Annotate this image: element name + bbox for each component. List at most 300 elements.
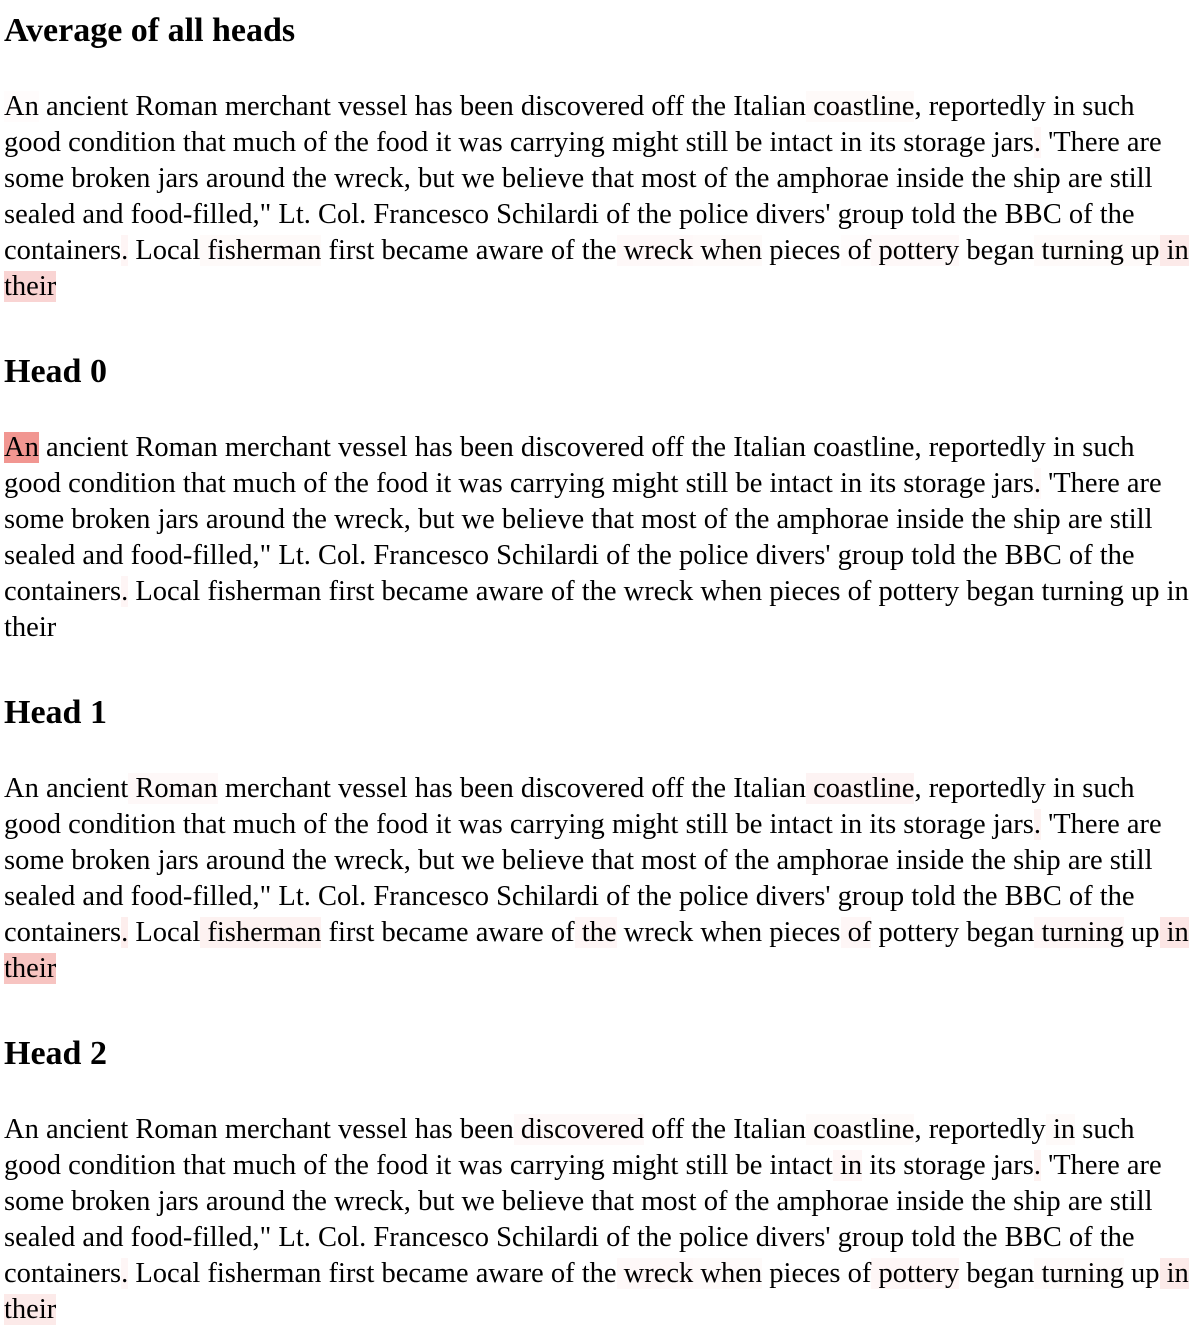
token: reportedly xyxy=(921,432,1046,463)
token: 'There xyxy=(1041,809,1120,840)
token: Italian xyxy=(726,773,807,804)
token: good xyxy=(4,127,61,158)
token: has xyxy=(407,1114,453,1145)
token: Local xyxy=(128,235,201,266)
token: coastline xyxy=(806,432,915,463)
token: intact xyxy=(762,127,833,158)
section-title: Average of all heads xyxy=(4,12,296,49)
token: sealed xyxy=(4,881,76,912)
token: around xyxy=(198,845,285,876)
token: pieces xyxy=(762,1258,841,1289)
token: we xyxy=(454,163,495,194)
token: amphorae xyxy=(769,163,889,194)
token: wreck xyxy=(616,235,694,266)
token: fisherman xyxy=(200,917,322,948)
token: inside xyxy=(888,504,965,535)
token: pieces xyxy=(762,235,841,266)
token: ," xyxy=(252,199,272,230)
section-head-0 xyxy=(4,341,1194,682)
token: the xyxy=(326,1150,369,1181)
token: turning xyxy=(1034,576,1124,607)
token: might xyxy=(604,1150,679,1181)
token: Roman xyxy=(128,432,218,463)
token: of xyxy=(598,540,630,571)
token: , xyxy=(914,1114,922,1145)
token: the xyxy=(1092,881,1135,912)
token: of xyxy=(296,127,327,158)
token: when xyxy=(693,1258,763,1289)
token: An xyxy=(4,91,39,122)
token: Italian xyxy=(726,91,807,122)
token: food xyxy=(368,127,429,158)
token: ancient xyxy=(38,91,129,122)
token: condition xyxy=(61,127,176,158)
token: might xyxy=(604,809,679,840)
token: such xyxy=(1075,432,1135,463)
token: . xyxy=(1033,1150,1042,1181)
token: when xyxy=(693,917,763,948)
token-paragraph xyxy=(4,430,1194,646)
token: Lt xyxy=(271,881,304,912)
token: has xyxy=(407,773,453,804)
token: the xyxy=(629,881,672,912)
token: became xyxy=(374,576,469,607)
token: their xyxy=(4,271,57,302)
token: in xyxy=(1045,773,1076,804)
token: ancient xyxy=(38,432,129,463)
token: been xyxy=(452,91,514,122)
token: the xyxy=(684,432,727,463)
token: jars xyxy=(150,504,199,535)
token: merchant xyxy=(217,773,331,804)
token: the xyxy=(629,540,672,571)
token: the xyxy=(727,1186,770,1217)
token: much xyxy=(225,1150,297,1181)
token: police xyxy=(671,881,749,912)
token: . xyxy=(359,199,367,230)
token: divers' xyxy=(748,540,831,571)
token: pieces xyxy=(762,917,841,948)
token: been xyxy=(452,432,514,463)
token: . xyxy=(359,881,367,912)
token: the xyxy=(326,809,369,840)
token: food-filled xyxy=(123,540,253,571)
token: around xyxy=(198,504,285,535)
token: intact xyxy=(762,1150,833,1181)
token: wreck xyxy=(326,504,404,535)
token: Col xyxy=(310,1222,360,1253)
token: when xyxy=(693,235,763,266)
token: that xyxy=(175,809,226,840)
token: some xyxy=(4,163,65,194)
token: such xyxy=(1075,1114,1135,1145)
token: merchant xyxy=(217,1114,331,1145)
token: such xyxy=(1075,773,1135,804)
token: police xyxy=(671,540,749,571)
token: be xyxy=(728,809,763,840)
section-head-2 xyxy=(4,1023,1194,1328)
token: reportedly xyxy=(921,91,1046,122)
token: are xyxy=(1119,468,1162,499)
token: that xyxy=(584,163,635,194)
token: that xyxy=(175,127,226,158)
token: fisherman xyxy=(200,235,322,266)
token: Italian xyxy=(726,432,807,463)
token: police xyxy=(671,1222,749,1253)
token: such xyxy=(1075,91,1135,122)
token: was xyxy=(451,1150,503,1181)
token: the xyxy=(326,468,369,499)
token: discovered xyxy=(513,773,645,804)
token: , xyxy=(914,773,922,804)
token: . xyxy=(303,199,311,230)
token: merchant xyxy=(217,432,331,463)
token: BBC xyxy=(997,1222,1062,1253)
token: in xyxy=(832,809,863,840)
token: . xyxy=(303,881,311,912)
token: off xyxy=(644,91,685,122)
token: Local xyxy=(128,1258,201,1289)
token: jars xyxy=(150,1186,199,1217)
token: food-filled xyxy=(123,881,253,912)
token: pieces xyxy=(762,576,841,607)
token: the xyxy=(629,1222,672,1253)
token: began xyxy=(959,1258,1035,1289)
token: but xyxy=(410,1186,455,1217)
token: has xyxy=(407,91,453,122)
token: the xyxy=(574,1258,617,1289)
token: the xyxy=(964,504,1007,535)
token: Local xyxy=(128,917,201,948)
token: ancient xyxy=(38,773,129,804)
token: Lt xyxy=(271,540,304,571)
token: in xyxy=(832,468,863,499)
token: the xyxy=(574,917,617,948)
token: . xyxy=(359,540,367,571)
token: much xyxy=(225,127,297,158)
token: food xyxy=(368,1150,429,1181)
token: but xyxy=(410,504,455,535)
token: it xyxy=(428,809,452,840)
token: . xyxy=(121,235,129,266)
token: containers xyxy=(4,235,122,266)
token: food-filled xyxy=(123,1222,253,1253)
token: reportedly xyxy=(921,1114,1046,1145)
token: carrying xyxy=(502,468,605,499)
token: pottery xyxy=(871,576,960,607)
token: in xyxy=(832,127,863,158)
token: their xyxy=(4,612,57,643)
token: its xyxy=(862,809,897,840)
token: their xyxy=(4,953,57,984)
token: the xyxy=(574,576,617,607)
token: of xyxy=(543,1258,575,1289)
token: jars xyxy=(985,127,1034,158)
token: amphorae xyxy=(769,504,889,535)
token: its xyxy=(862,468,897,499)
token: first xyxy=(321,576,375,607)
token: most xyxy=(634,163,697,194)
token: Col xyxy=(310,199,360,230)
token: Roman xyxy=(128,773,218,804)
token: fisherman xyxy=(200,576,322,607)
token: wreck xyxy=(616,917,694,948)
token: of xyxy=(840,235,872,266)
token: are xyxy=(1060,163,1103,194)
token: vessel xyxy=(330,91,408,122)
token: the xyxy=(684,1114,727,1145)
token: carrying xyxy=(502,809,605,840)
token: off xyxy=(644,1114,685,1145)
token: of xyxy=(598,199,630,230)
token: BBC xyxy=(997,199,1062,230)
token: broken xyxy=(64,163,151,194)
token: of xyxy=(598,881,630,912)
token: might xyxy=(604,127,679,158)
token: vessel xyxy=(330,432,408,463)
token: was xyxy=(451,468,503,499)
token: ship xyxy=(1006,1186,1061,1217)
token: turning xyxy=(1034,235,1124,266)
section-title: Head 2 xyxy=(4,1035,107,1072)
token: around xyxy=(198,1186,285,1217)
token: , xyxy=(914,432,922,463)
token: first xyxy=(321,917,375,948)
token: of xyxy=(696,1186,728,1217)
token: most xyxy=(634,504,697,535)
token: of xyxy=(1061,881,1093,912)
token: . xyxy=(359,1222,367,1253)
token: discovered xyxy=(513,1114,645,1145)
token: broken xyxy=(64,504,151,535)
token: the xyxy=(574,235,617,266)
token: are xyxy=(1060,504,1103,535)
token: of xyxy=(696,163,728,194)
token: but xyxy=(410,845,455,876)
token: of xyxy=(543,576,575,607)
token: vessel xyxy=(330,773,408,804)
token: . xyxy=(121,917,129,948)
token: still xyxy=(1102,163,1153,194)
token: 'There xyxy=(1041,468,1120,499)
token: An xyxy=(4,773,39,804)
token: the xyxy=(284,163,327,194)
token: its xyxy=(862,1150,897,1181)
token: around xyxy=(198,163,285,194)
token: still xyxy=(1102,845,1153,876)
token: . xyxy=(121,576,129,607)
token: believe xyxy=(494,504,585,535)
token: jars xyxy=(985,1150,1034,1181)
token: good xyxy=(4,1150,61,1181)
token: group xyxy=(830,540,905,571)
token: pottery xyxy=(871,1258,960,1289)
token: been xyxy=(452,1114,514,1145)
token: ," xyxy=(252,881,272,912)
token: and xyxy=(75,881,124,912)
token: ancient xyxy=(38,1114,129,1145)
token: much xyxy=(225,468,297,499)
token: ," xyxy=(252,540,272,571)
token: we xyxy=(454,845,495,876)
token: has xyxy=(407,432,453,463)
token: became xyxy=(374,1258,469,1289)
token: broken xyxy=(64,845,151,876)
token: we xyxy=(454,504,495,535)
token: their xyxy=(4,1294,57,1325)
token: the xyxy=(629,199,672,230)
token: the xyxy=(284,1186,327,1217)
token: of xyxy=(1061,540,1093,571)
token: 'There xyxy=(1041,1150,1120,1181)
token: off xyxy=(644,773,685,804)
token: of xyxy=(840,1258,872,1289)
token: , xyxy=(403,1186,411,1217)
token: in xyxy=(1045,1114,1076,1145)
token: still xyxy=(678,127,729,158)
token: intact xyxy=(762,809,833,840)
token: in xyxy=(1045,432,1076,463)
token: coastline xyxy=(806,91,915,122)
token: became xyxy=(374,235,469,266)
token: of xyxy=(840,917,872,948)
token: be xyxy=(728,1150,763,1181)
token: Francesco xyxy=(366,199,489,230)
token: some xyxy=(4,504,65,535)
token: was xyxy=(451,127,503,158)
token: first xyxy=(321,1258,375,1289)
token: the xyxy=(955,1222,998,1253)
token: turning xyxy=(1034,1258,1124,1289)
token: Local xyxy=(128,576,201,607)
token: that xyxy=(175,468,226,499)
token: jars xyxy=(985,468,1034,499)
token: told xyxy=(904,540,956,571)
token: inside xyxy=(888,845,965,876)
token: aware xyxy=(468,917,544,948)
token: believe xyxy=(494,845,585,876)
token: storage xyxy=(896,809,986,840)
section-head-1 xyxy=(4,682,1194,1023)
token: up xyxy=(1123,576,1160,607)
token: intact xyxy=(762,468,833,499)
token: condition xyxy=(61,468,176,499)
token: containers xyxy=(4,917,122,948)
token: the xyxy=(684,773,727,804)
token: wreck xyxy=(326,845,404,876)
token: that xyxy=(584,504,635,535)
token: still xyxy=(678,1150,729,1181)
token: good xyxy=(4,468,61,499)
token: aware xyxy=(468,235,544,266)
token: storage xyxy=(896,1150,986,1181)
token: storage xyxy=(896,468,986,499)
token: turning xyxy=(1034,917,1124,948)
token: reportedly xyxy=(921,773,1046,804)
token: Italian xyxy=(726,1114,807,1145)
token: Francesco xyxy=(366,881,489,912)
token: in xyxy=(1159,1258,1189,1289)
token: jars xyxy=(985,809,1034,840)
token: when xyxy=(693,576,763,607)
token: . xyxy=(1033,127,1042,158)
token: some xyxy=(4,845,65,876)
token: but xyxy=(410,163,455,194)
token: vessel xyxy=(330,1114,408,1145)
token: food xyxy=(368,468,429,499)
token: Schilardi xyxy=(488,199,599,230)
token: Lt xyxy=(271,1222,304,1253)
token: Roman xyxy=(128,1114,218,1145)
token: told xyxy=(904,1222,956,1253)
token: containers xyxy=(4,1258,122,1289)
token: of xyxy=(1061,199,1093,230)
token: food-filled xyxy=(123,199,253,230)
token: the xyxy=(326,127,369,158)
token: fisherman xyxy=(200,1258,322,1289)
token: pottery xyxy=(871,917,960,948)
token: and xyxy=(75,1222,124,1253)
token: of xyxy=(840,576,872,607)
token: be xyxy=(728,127,763,158)
token: food xyxy=(368,809,429,840)
token: the xyxy=(964,845,1007,876)
token: BBC xyxy=(997,540,1062,571)
token: still xyxy=(1102,1186,1153,1217)
token: carrying xyxy=(502,1150,605,1181)
token: divers' xyxy=(748,1222,831,1253)
section-average xyxy=(4,0,1194,341)
token: the xyxy=(1092,540,1135,571)
token-paragraph xyxy=(4,771,1194,987)
token: in xyxy=(1159,917,1189,948)
token: are xyxy=(1060,1186,1103,1217)
token: of xyxy=(296,468,327,499)
token: of xyxy=(1061,1222,1093,1253)
token: sealed xyxy=(4,540,76,571)
token: of xyxy=(696,504,728,535)
token: the xyxy=(727,504,770,535)
token: Roman xyxy=(128,91,218,122)
token: . xyxy=(1033,809,1042,840)
token: , xyxy=(403,163,411,194)
token: wreck xyxy=(616,576,694,607)
token: the xyxy=(684,91,727,122)
token: aware xyxy=(468,1258,544,1289)
token: Lt xyxy=(271,199,304,230)
token: still xyxy=(678,809,729,840)
token: , xyxy=(403,504,411,535)
token: some xyxy=(4,1186,65,1217)
token: of xyxy=(696,845,728,876)
token: Col xyxy=(310,881,360,912)
token: the xyxy=(955,199,998,230)
token: in xyxy=(1045,91,1076,122)
token: still xyxy=(678,468,729,499)
token: are xyxy=(1119,1150,1162,1181)
token: wreck xyxy=(326,163,404,194)
token: up xyxy=(1123,1258,1160,1289)
token: amphorae xyxy=(769,1186,889,1217)
token: group xyxy=(830,881,905,912)
token-paragraph xyxy=(4,89,1194,305)
token: divers' xyxy=(748,199,831,230)
token: . xyxy=(303,540,311,571)
token: An xyxy=(4,432,39,463)
token: 'There xyxy=(1041,127,1120,158)
token: group xyxy=(830,1222,905,1253)
token: most xyxy=(634,1186,697,1217)
